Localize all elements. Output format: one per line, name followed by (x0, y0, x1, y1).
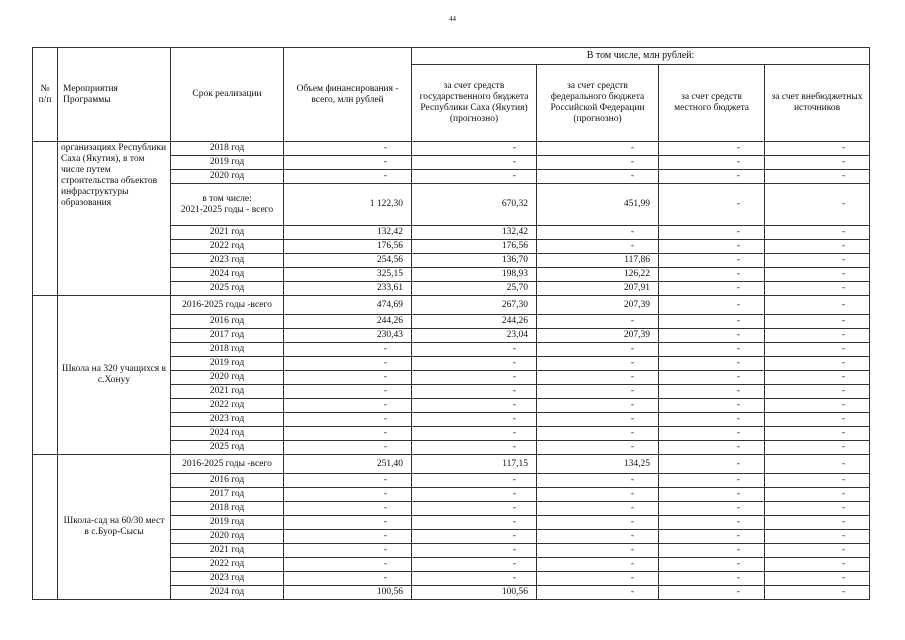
measure-name: Школа-сад на 60/30 мест в с.Буор-Сысы (58, 455, 171, 600)
total-cell: 1 122,30 (284, 184, 412, 226)
table-row (33, 296, 870, 315)
row-index-cell (33, 142, 58, 296)
local-budget-cell: - (659, 371, 765, 385)
federal-budget-cell: - (537, 170, 659, 184)
extrabudgetary-cell: - (765, 226, 870, 240)
total-cell: 176,56 (284, 240, 412, 254)
extrabudgetary-cell: - (765, 572, 870, 586)
local-budget-cell: - (659, 427, 765, 441)
federal-budget-cell: - (537, 572, 659, 586)
period-cell: 2021 год (171, 226, 284, 240)
local-budget-cell: - (659, 170, 765, 184)
state-budget-cell: - (412, 156, 537, 170)
state-budget-cell: 244,26 (412, 315, 537, 329)
total-cell: - (284, 530, 412, 544)
period-cell: 2016-2025 годы -всего (171, 455, 284, 474)
period-cell: 2019 год (171, 156, 284, 170)
extrabudgetary-cell: - (765, 413, 870, 427)
header-name: Мероприятия Программы (58, 48, 171, 142)
state-budget-cell: - (412, 142, 537, 156)
header-state: за счет средств государственного бюджета Республики Саха (Якутия) (прогнозно) (412, 65, 537, 142)
federal-budget-cell: - (537, 441, 659, 455)
total-cell: - (284, 516, 412, 530)
state-budget-cell: 136,70 (412, 254, 537, 268)
state-budget-cell: - (412, 488, 537, 502)
total-cell: - (284, 413, 412, 427)
local-budget-cell: - (659, 385, 765, 399)
local-budget-cell: - (659, 413, 765, 427)
total-cell: - (284, 156, 412, 170)
local-budget-cell: - (659, 296, 765, 315)
total-cell: 325,15 (284, 268, 412, 282)
local-budget-cell: - (659, 315, 765, 329)
period-cell: 2018 год (171, 343, 284, 357)
federal-budget-cell: - (537, 502, 659, 516)
total-cell: - (284, 142, 412, 156)
total-cell: - (284, 544, 412, 558)
total-cell: - (284, 371, 412, 385)
total-cell: 254,56 (284, 254, 412, 268)
federal-budget-cell: - (537, 371, 659, 385)
total-cell: - (284, 572, 412, 586)
period-cell: 2025 год (171, 441, 284, 455)
state-budget-cell: 198,93 (412, 268, 537, 282)
period-cell: в том числе: 2021-2025 годы - всего (171, 184, 284, 226)
federal-budget-cell: - (537, 516, 659, 530)
header-including: В том числе, млн рублей: (412, 48, 870, 65)
total-cell: 244,26 (284, 315, 412, 329)
local-budget-cell: - (659, 184, 765, 226)
federal-budget-cell: 207,39 (537, 329, 659, 343)
state-budget-cell: - (412, 343, 537, 357)
header-extra: за счет внебюджетных источников (765, 65, 870, 142)
total-cell: 251,40 (284, 455, 412, 474)
local-budget-cell: - (659, 502, 765, 516)
extrabudgetary-cell: - (765, 516, 870, 530)
total-cell: - (284, 357, 412, 371)
page-number: 44 (449, 15, 456, 23)
total-cell: 100,56 (284, 586, 412, 600)
federal-budget-cell: 134,25 (537, 455, 659, 474)
extrabudgetary-cell: - (765, 455, 870, 474)
extrabudgetary-cell: - (765, 558, 870, 572)
federal-budget-cell: - (537, 156, 659, 170)
extrabudgetary-cell: - (765, 427, 870, 441)
federal-budget-cell: 207,39 (537, 296, 659, 315)
state-budget-cell: - (412, 572, 537, 586)
state-budget-cell: - (412, 474, 537, 488)
total-cell: 233,61 (284, 282, 412, 296)
local-budget-cell: - (659, 544, 765, 558)
federal-budget-cell: - (537, 544, 659, 558)
extrabudgetary-cell: - (765, 282, 870, 296)
federal-budget-cell: - (537, 357, 659, 371)
local-budget-cell: - (659, 343, 765, 357)
extrabudgetary-cell: - (765, 371, 870, 385)
federal-budget-cell: - (537, 530, 659, 544)
total-cell: - (284, 427, 412, 441)
extrabudgetary-cell: - (765, 586, 870, 600)
local-budget-cell: - (659, 240, 765, 254)
federal-budget-cell: - (537, 226, 659, 240)
period-cell: 2018 год (171, 142, 284, 156)
total-cell: 474,69 (284, 296, 412, 315)
extrabudgetary-cell: - (765, 254, 870, 268)
total-cell: - (284, 343, 412, 357)
local-budget-cell: - (659, 282, 765, 296)
period-cell: 2019 год (171, 357, 284, 371)
total-cell: 132,42 (284, 226, 412, 240)
period-cell: 2017 год (171, 329, 284, 343)
measure-name: Школа на 320 учащихся в с.Хонуу (58, 296, 171, 455)
extrabudgetary-cell: - (765, 296, 870, 315)
extrabudgetary-cell: - (765, 474, 870, 488)
state-budget-cell: 100,56 (412, 586, 537, 600)
extrabudgetary-cell: - (765, 268, 870, 282)
federal-budget-cell: 117,86 (537, 254, 659, 268)
local-budget-cell: - (659, 455, 765, 474)
federal-budget-cell: - (537, 315, 659, 329)
federal-budget-cell: - (537, 240, 659, 254)
federal-budget-cell: 126,22 (537, 268, 659, 282)
federal-budget-cell: 207,91 (537, 282, 659, 296)
period-cell: 2023 год (171, 413, 284, 427)
table-row (33, 455, 870, 474)
state-budget-cell: 117,15 (412, 455, 537, 474)
federal-budget-cell: - (537, 586, 659, 600)
local-budget-cell: - (659, 142, 765, 156)
header-local: за счет средств местного бюджета (659, 65, 765, 142)
period-cell: 2023 год (171, 254, 284, 268)
total-cell: - (284, 399, 412, 413)
local-budget-cell: - (659, 586, 765, 600)
header-federal: за счет средств федерального бюджета Российской Федерации (прогнозно) (537, 65, 659, 142)
local-budget-cell: - (659, 474, 765, 488)
state-budget-cell: 23,04 (412, 329, 537, 343)
local-budget-cell: - (659, 156, 765, 170)
period-cell: 2020 год (171, 530, 284, 544)
local-budget-cell: - (659, 254, 765, 268)
total-cell: - (284, 474, 412, 488)
period-cell: 2022 год (171, 399, 284, 413)
extrabudgetary-cell: - (765, 544, 870, 558)
period-cell: 2022 год (171, 558, 284, 572)
extrabudgetary-cell: - (765, 170, 870, 184)
federal-budget-cell: - (537, 413, 659, 427)
federal-budget-cell: - (537, 142, 659, 156)
extrabudgetary-cell: - (765, 142, 870, 156)
period-cell: 2016 год (171, 474, 284, 488)
period-cell: 2024 год (171, 268, 284, 282)
federal-budget-cell: - (537, 399, 659, 413)
local-budget-cell: - (659, 441, 765, 455)
measure-name: организациях Республики Саха (Якутия), в том числе путем строительства объектов инфраструктуры образования (58, 142, 171, 296)
state-budget-cell: - (412, 544, 537, 558)
total-cell: 230,43 (284, 329, 412, 343)
extrabudgetary-cell: - (765, 357, 870, 371)
federal-budget-cell: - (537, 385, 659, 399)
period-cell: 2019 год (171, 516, 284, 530)
federal-budget-cell: - (537, 474, 659, 488)
local-budget-cell: - (659, 530, 765, 544)
local-budget-cell: - (659, 268, 765, 282)
extrabudgetary-cell: - (765, 488, 870, 502)
federal-budget-cell: - (537, 488, 659, 502)
state-budget-cell: - (412, 441, 537, 455)
period-cell: 2023 год (171, 572, 284, 586)
period-cell: 2020 год (171, 170, 284, 184)
financing-table (32, 47, 870, 600)
extrabudgetary-cell: - (765, 530, 870, 544)
state-budget-cell: - (412, 530, 537, 544)
period-cell: 2020 год (171, 371, 284, 385)
local-budget-cell: - (659, 329, 765, 343)
period-cell: 2021 год (171, 544, 284, 558)
state-budget-cell: - (412, 170, 537, 184)
state-budget-cell: - (412, 385, 537, 399)
period-cell: 2022 год (171, 240, 284, 254)
extrabudgetary-cell: - (765, 156, 870, 170)
extrabudgetary-cell: - (765, 502, 870, 516)
state-budget-cell: - (412, 357, 537, 371)
period-cell: 2016 год (171, 315, 284, 329)
federal-budget-cell: - (537, 343, 659, 357)
federal-budget-cell: - (537, 427, 659, 441)
local-budget-cell: - (659, 357, 765, 371)
extrabudgetary-cell: - (765, 184, 870, 226)
period-cell: 2017 год (171, 488, 284, 502)
total-cell: - (284, 488, 412, 502)
period-cell: 2024 год (171, 427, 284, 441)
header-num: № п/п (33, 48, 58, 142)
extrabudgetary-cell: - (765, 441, 870, 455)
federal-budget-cell: - (537, 558, 659, 572)
state-budget-cell: - (412, 427, 537, 441)
state-budget-cell: 132,42 (412, 226, 537, 240)
total-cell: - (284, 558, 412, 572)
local-budget-cell: - (659, 558, 765, 572)
state-budget-cell: - (412, 399, 537, 413)
extrabudgetary-cell: - (765, 315, 870, 329)
table-row (33, 142, 870, 156)
state-budget-cell: 670,32 (412, 184, 537, 226)
extrabudgetary-cell: - (765, 385, 870, 399)
header-period: Срок реализации (171, 48, 284, 142)
period-cell: 2018 год (171, 502, 284, 516)
row-index-cell (33, 296, 58, 455)
total-cell: - (284, 170, 412, 184)
state-budget-cell: - (412, 558, 537, 572)
local-budget-cell: - (659, 399, 765, 413)
extrabudgetary-cell: - (765, 329, 870, 343)
extrabudgetary-cell: - (765, 399, 870, 413)
local-budget-cell: - (659, 226, 765, 240)
extrabudgetary-cell: - (765, 240, 870, 254)
period-cell: 2021 год (171, 385, 284, 399)
total-cell: - (284, 502, 412, 516)
state-budget-cell: - (412, 516, 537, 530)
state-budget-cell: 25,70 (412, 282, 537, 296)
period-cell: 2016-2025 годы -всего (171, 296, 284, 315)
local-budget-cell: - (659, 488, 765, 502)
local-budget-cell: - (659, 516, 765, 530)
period-cell: 2024 год (171, 586, 284, 600)
state-budget-cell: 176,56 (412, 240, 537, 254)
total-cell: - (284, 385, 412, 399)
period-cell: 2025 год (171, 282, 284, 296)
state-budget-cell: - (412, 371, 537, 385)
state-budget-cell: - (412, 502, 537, 516)
local-budget-cell: - (659, 572, 765, 586)
state-budget-cell: - (412, 413, 537, 427)
row-index-cell (33, 455, 58, 600)
table-body (33, 142, 870, 600)
state-budget-cell: 267,30 (412, 296, 537, 315)
extrabudgetary-cell: - (765, 343, 870, 357)
federal-budget-cell: 451,99 (537, 184, 659, 226)
header-total: Объем финансирования - всего, млн рублей (284, 48, 412, 142)
total-cell: - (284, 441, 412, 455)
